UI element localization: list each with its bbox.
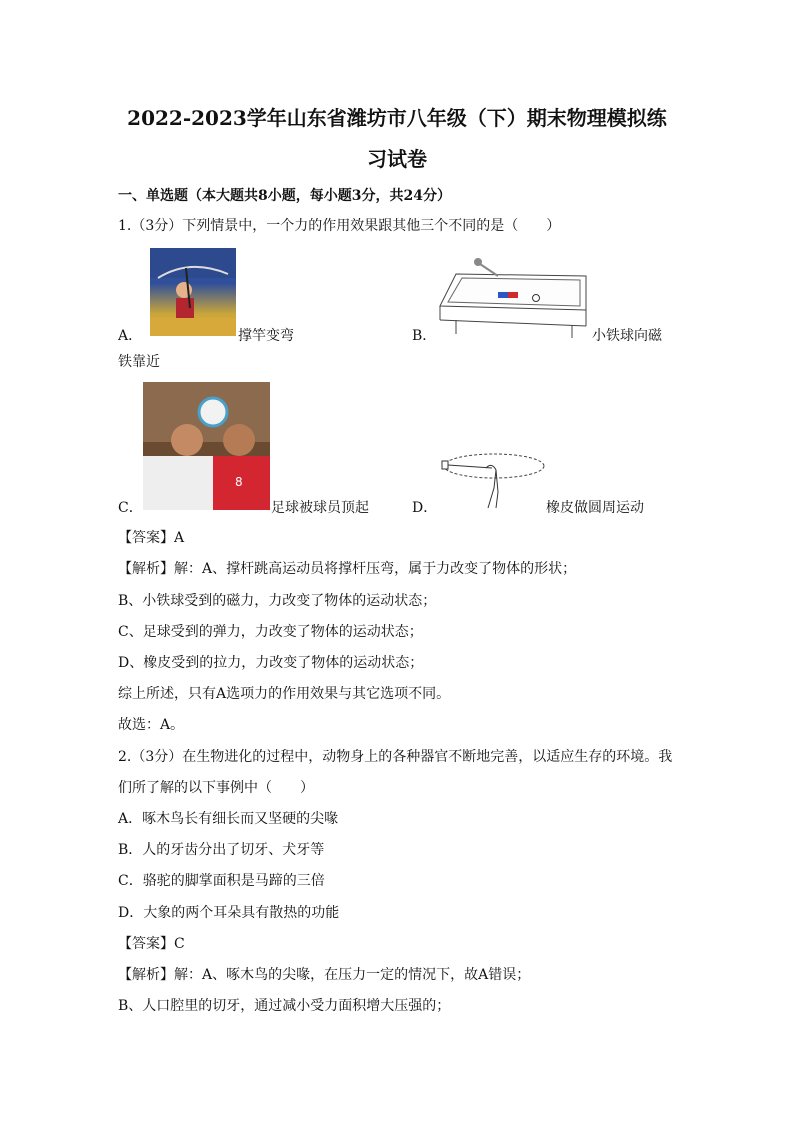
q2-answer: 【答案】C [118,936,185,952]
q1-option-d-text: 橡皮做圆周运动 [546,500,644,516]
pole-vault-photo [150,248,236,336]
q1-analysis-line: 综上所述，只有A选项力的作用效果与其它选项不同。 [118,686,451,702]
q2-option: A．啄木鸟长有细长而又坚硬的尖喙 [118,811,339,827]
section-heading: 一、单选题（本大题共8小题，每小题3分，共24分） [118,188,451,204]
football-header-drawing [143,382,270,510]
q1-option-a-letter: A． [118,328,143,344]
title-line-2: 习试卷 [367,147,427,171]
q2-stem-line-1: 2.（3分）在生物进化的过程中，动物身上的各种器官不断地完善，以适应生存的环境。我 [118,749,673,765]
q2-option: C．骆驼的脚掌面积是马蹄的三倍 [118,873,325,889]
q1-option-d-letter: D． [412,500,438,516]
svg-text:8: 8 [235,475,243,489]
q1-option-b-text: 小铁球向磁 [592,328,662,344]
q1-answer: 【答案】A [118,530,185,546]
q2-analysis-line: 【解析】解：A、啄木鸟的尖喙，在压力一定的情况下，故A错误； [118,967,531,983]
q2-analysis-line: B、人口腔里的切牙，通过减小受力面积增大压强的； [118,998,451,1014]
eraser-circle-drawing [438,448,548,512]
q1-option-b-letter: B． [412,328,437,344]
q2-option: D．大象的两个耳朵具有散热的功能 [118,905,340,921]
q2-option: B．人的牙齿分出了切牙、犬牙等 [118,842,325,858]
q1-analysis-line: D、橡皮受到的拉力，力改变了物体的运动状态； [118,655,424,671]
magnet-tray-drawing [436,254,592,338]
q1-option-c-text: 足球被球员顶起 [271,500,369,516]
q1-analysis-line: 【解析】解：A、撑杆跳高运动员将撑杆压弯，属于力改变了物体的形状； [118,561,577,577]
pole-vault-drawing [150,248,236,336]
q1-option-a-text: 撑竿变弯 [238,328,294,344]
q1-analysis-line: 故选：A。 [118,717,185,733]
q1-analysis-line: C、足球受到的弹力，力改变了物体的运动状态； [118,624,423,640]
q1-option-c-letter: C． [118,500,143,516]
q2-stem-line-2: 们所了解的以下事例中（ ） [118,780,314,796]
football-header-photo [143,382,270,510]
q1-stem: 1.（3分）下列情景中，一个力的作用效果跟其他三个不同的是（ ） [118,218,561,234]
q1-analysis-line: B、小铁球受到的磁力，力改变了物体的运动状态； [118,593,437,609]
q1-option-b-continued: 铁靠近 [118,354,160,370]
title-line-1: 2022-2023学年山东省潍坊市八年级（下）期末物理模拟练 [127,106,667,130]
